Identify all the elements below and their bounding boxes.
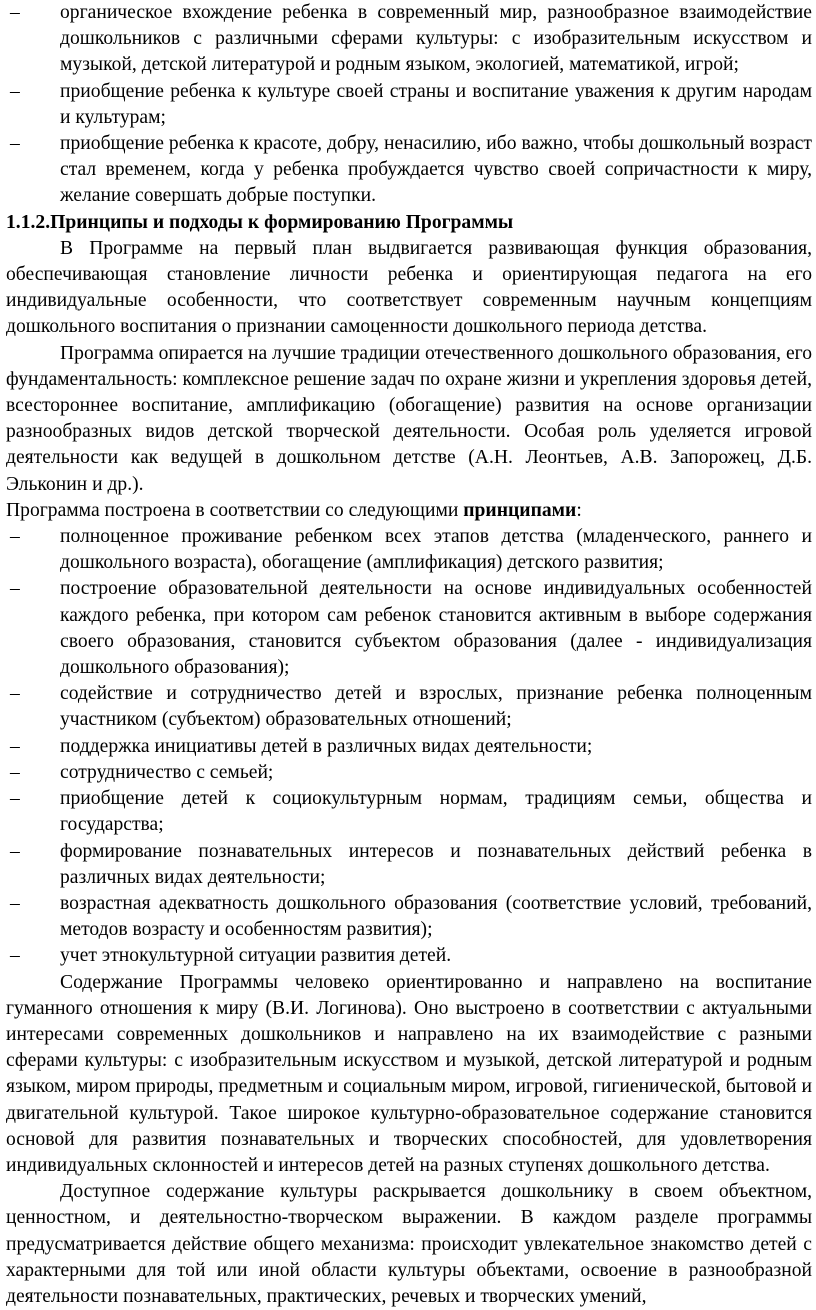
- list-item-text: органическое вхождение ребенка в современный мир, разнообразное взаимодействие дошкольников с различными сферами культуры: с изобразительным искусством и музыкой, детской литературой и родным языком, экологией, математикой, игрой;: [60, 2, 812, 76]
- list-item-text: приобщение детей к социокультурным нормам, традициям семьи, общества и государства;: [60, 788, 812, 836]
- dash-marker: –: [10, 578, 20, 600]
- dash-marker: –: [10, 761, 20, 783]
- list-item-text: формирование познавательных интересов и познавательных действий ребенка в различных видах деятельности;: [60, 840, 812, 888]
- list-item: [6, 131, 812, 210]
- list-item: [6, 943, 812, 969]
- principles-list: [6, 524, 812, 969]
- list-item: [6, 79, 812, 131]
- dash-marker: –: [10, 840, 20, 862]
- dash-marker: –: [10, 788, 20, 810]
- dash-marker: –: [10, 735, 20, 757]
- list-item: [6, 0, 812, 79]
- list-item-text: сотрудничество с семьей;: [60, 761, 274, 783]
- list-item: [6, 734, 812, 760]
- dash-marker: –: [10, 892, 20, 914]
- paragraph-program-content: Содержание Программы человеко ориентированно и направлено на воспитание гуманного отношения к миру (В.И. Логинова). Оно выстроено в соответствии с актуальными интересами современных дошкольников и направлено на их взаимодействие с разными сферами культуры: с изобразительным искусством и музыкой, детской литературой и родным языком, миром природы, предметным и социальным миром, игровой, гигиенической, бытовой и двигательной культурой. Такое широкое культурно-образовательное содержание становится основой для развития познавательных и творческих способностей, для удовлетворения индивидуальных склонностей и интересов детей на разных ступенях дошкольного детства.: [6, 971, 812, 1176]
- dash-marker: –: [10, 133, 20, 155]
- dash-marker: –: [10, 80, 20, 102]
- dash-marker: –: [10, 526, 20, 548]
- list-item-text: полноценное проживание ребенком всех этапов детства (младенческого, раннего и дошкольного возраста), обогащение (амплификация) детского развития;: [60, 526, 812, 574]
- list-item: [6, 839, 812, 891]
- dash-marker: –: [10, 2, 20, 23]
- list-item: [6, 524, 812, 576]
- list-item: [6, 760, 812, 786]
- list-item-text: приобщение ребенка к культуре своей страны и воспитание уважения к другим народам и культурам;: [60, 80, 812, 128]
- dash-marker: –: [10, 683, 20, 705]
- paragraph-traditions: Программа опирается на лучшие традиции отечественного дошкольного образования, его фундаментальность: комплексное решение задач по охране жизни и укрепления здоровья детей, всестороннее воспитание, амплификацию (обогащение) развития на основе организации разнообразных видов детской творческой деятельности. Особая роль уделяется игровой деятельности как ведущей в дошкольном детстве (А.Н. Леонтьев, А.В. Запорожец, Д.Б. Эльконин и др.).: [6, 342, 812, 495]
- list-item: [6, 786, 812, 838]
- list-item-text: поддержка инициативы детей в различных видах деятельности;: [60, 735, 593, 757]
- list-item-text: возрастная адекватность дошкольного образования (соответствие условий, требований, методов возрасту и особенностям развития);: [60, 892, 812, 941]
- list-item-text: построение образовательной деятельности на основе индивидуальных особенностей каждого ребенка, при котором сам ребенок становится активным в выборе содержания своего образования, становится субъектом образования (далее - индивидуализация дошкольного образования);: [60, 578, 812, 679]
- paragraph-accessible-content: Доступное содержание культуры раскрывается дошкольнику в своем объектном, ценностном, и деятельностно-творческом выражении. В каждом разделе программы предусматривается действие общего механизма: происходит увлекательное знакомство детей с характерными для той или иной области культуры объектами, освоение в разнообразной деятельности познавательных, практических, речевых и творческих умений,: [6, 1181, 812, 1307]
- list-item: [6, 891, 812, 943]
- principles-keyword: принципами: [463, 499, 577, 521]
- paragraph-development-function: В Программе на первый план выдвигается развивающая функция образования, обеспечивающая становление личности ребенка и ориентирующая педагога на его индивидуальные особенности, что соответствует современным научным концепциям дошкольного воспитания о признании самоценности дошкольного периода детства.: [6, 237, 812, 338]
- dash-marker: –: [10, 945, 20, 967]
- list-item-text: содействие и сотрудничество детей и взрослых, признание ребенка полноценным участником (субъектом) образовательных отношений;: [60, 683, 812, 731]
- principles-intro: [6, 498, 812, 524]
- list-item: [6, 576, 812, 681]
- principles-colon: :: [576, 499, 582, 521]
- list-item-text: учет этнокультурной ситуации развития детей.: [60, 945, 452, 967]
- document-page: [6, 0, 812, 1310]
- section-heading: 1.1.2.Принципы и подходы к формированию Программы: [6, 211, 514, 233]
- list-item-text: приобщение ребенка к красоте, добру, ненасилию, ибо важно, чтобы дошкольный возраст стал временем, когда у ребенка пробуждается чувство своей сопричастности к миру, желание совершать добрые поступки.: [60, 133, 812, 207]
- list-item: [6, 681, 812, 733]
- goals-list: [6, 0, 812, 210]
- principles-intro-text: Программа построена в соответствии со следующими: [6, 499, 464, 521]
